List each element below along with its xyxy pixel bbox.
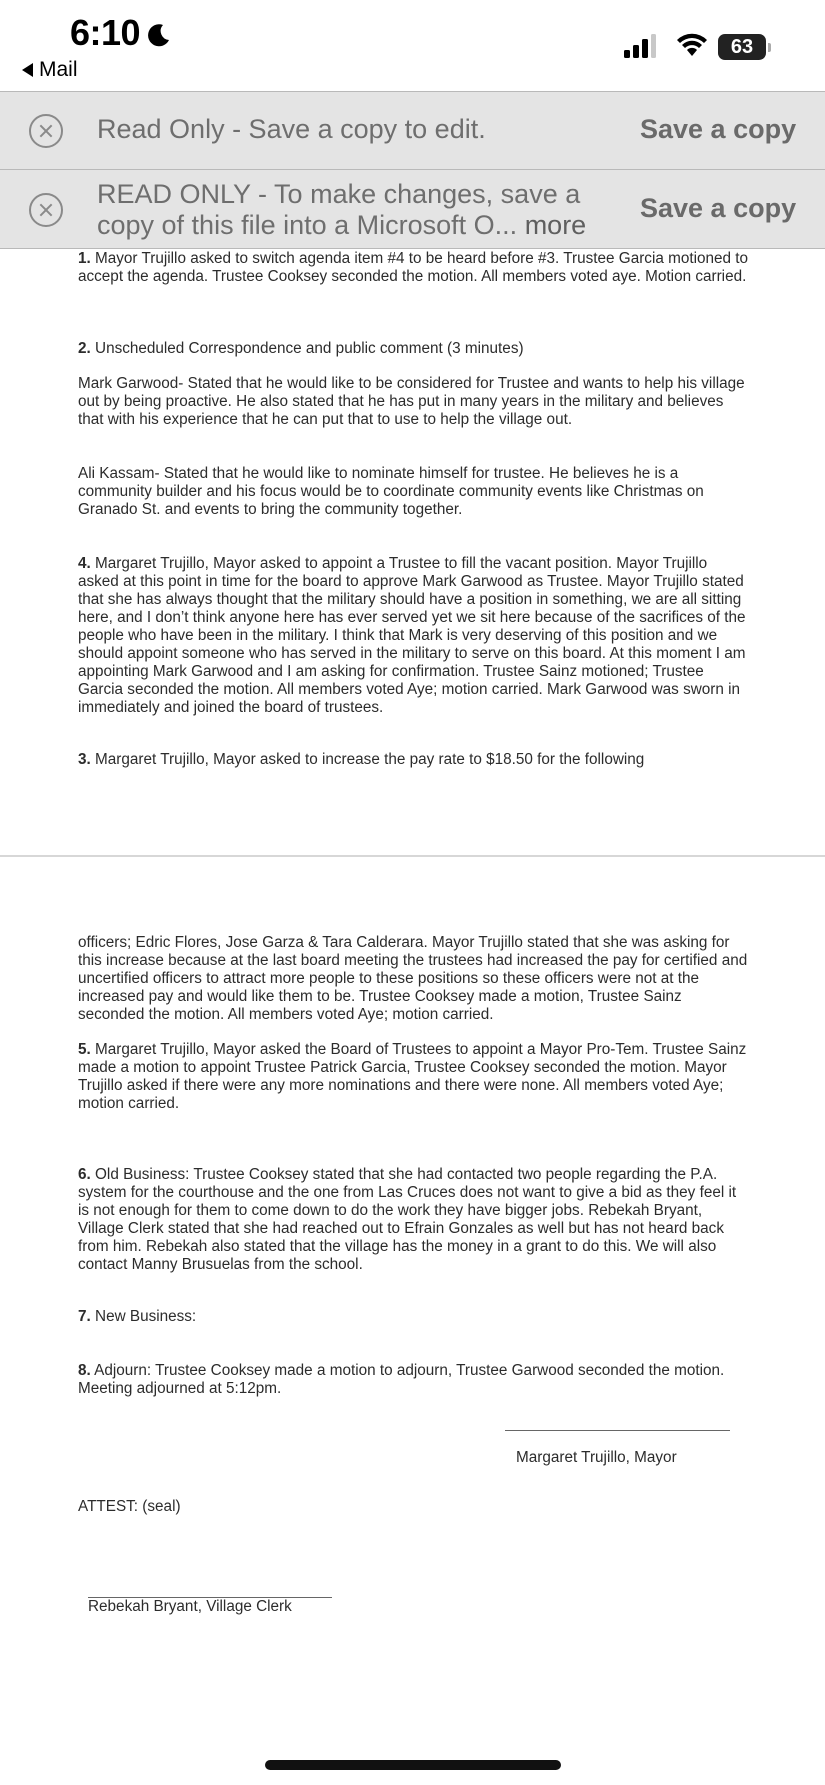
status-time: 6:10: [70, 12, 141, 53]
agenda-item-3: [78, 751, 750, 769]
item-number: 5.: [78, 1041, 91, 1058]
battery-level: 63: [718, 34, 766, 60]
banner-message-text: READ ONLY - To make changes, save a copy of this file into a Microsoft O...: [97, 179, 581, 240]
public-comment-garwood: Mark Garwood- Stated that he would like to be considered for Trustee and wants to help his village out by being proactive. He also stated that he has put in many years in the military and believes that with his experience that he can put that to use to help the village out.: [78, 375, 745, 428]
agenda-item-3-continued: officers; Edric Flores, Jose Garza & Tara Calderara. Mayor Trujillo stated that she was asking for this increase because at the last board meeting the trustees had increased the pay for certified and uncertified officers to attract more people to these positions so these officers were not at the increased pay and would like them to be. Trustee Cooksey made a motion, Trustee Sainz seconded the motion. All members voted Aye; motion carried.: [78, 934, 748, 1023]
more-link[interactable]: more: [524, 210, 587, 240]
item-text: Margaret Trujillo, Mayor asked to appoint a Trustee to fill the vacant position. Mayor Trujillo asked at this point in time for the board to approve Mark Garwood as Trustee. Mayor Trujillo stated that she has always thought that the military should have a position in something, we are all sitting here, and I don’t think anyone here has ever served yet we sit here because of the sacrifices of the people who have been in the military. I think that Mark is very deserving of this position and we should appoint someone who has served in the military to serve on this board. At this moment I am appointing Mark Garwood and I am asking for confirmation. Trustee Sainz motioned; Trustee Garcia seconded the motion. All members voted Aye; motion carried. Mark Garwood was sworn in immediately and joined the board of trustees.: [78, 555, 746, 716]
mayor-signature-line: [505, 1430, 730, 1431]
public-comment-kassam: Ali Kassam- Stated that he would like to nominate himself for trustee. He believes he is a community builder and his focus would be to coordinate community events like Christmas on Granado St. and events to bring the community together.: [78, 465, 704, 518]
item-number: 7.: [78, 1308, 91, 1325]
item-number: 4.: [78, 555, 91, 572]
item-number: 2.: [78, 340, 91, 357]
mayor-signature-name: Margaret Trujillo, Mayor: [516, 1449, 677, 1466]
agenda-item-7: [78, 1308, 750, 1326]
item-number: 6.: [78, 1166, 91, 1183]
attest-label: ATTEST: (seal): [78, 1498, 181, 1515]
clerk-signature-name: Rebekah Bryant, Village Clerk: [88, 1598, 292, 1615]
agenda-item-5: [78, 1041, 750, 1113]
agenda-item-1: [78, 250, 750, 286]
item-text: Margaret Trujillo, Mayor asked to increase the pay rate to $18.50 for the following: [95, 751, 645, 768]
item-text: Mayor Trujillo asked to switch agenda item #4 to be heard before #3. Trustee Garcia motioned to accept the agenda. Trustee Cooksey seconded the motion. All members voted aye. Motion carried.: [78, 250, 749, 285]
item-text: Unscheduled Correspondence and public comment (3 minutes): [95, 340, 524, 357]
item-number: 3.: [78, 751, 91, 768]
save-copy-button[interactable]: Save a copy: [640, 114, 797, 144]
back-link-label: Mail: [39, 58, 78, 81]
save-copy-button[interactable]: Save a copy: [640, 193, 797, 223]
page-break: [0, 855, 825, 857]
agenda-item-6: [78, 1166, 750, 1274]
agenda-item-2: [78, 340, 750, 358]
agenda-item-8: [78, 1362, 750, 1398]
home-indicator[interactable]: [265, 1760, 561, 1770]
read-only-message: Read Only - Save a copy to edit.: [97, 114, 486, 144]
item-number: 8.: [78, 1362, 91, 1379]
agenda-item-4: [78, 555, 750, 717]
item-text: New Business:: [95, 1308, 197, 1325]
item-number: 1.: [78, 250, 91, 267]
item-text: Margaret Trujillo, Mayor asked the Board of Trustees to appoint a Mayor Pro-Tem. Trustee Sainz made a motion to appoint Trustee Patrick Garcia, Trustee Cooksey seconded the motion. Mayor Trujillo asked if there were any more nominations and there were none. All members voted Aye; motion carried.: [78, 1041, 747, 1112]
item-text: Adjourn: Trustee Cooksey made a motion to adjourn, Trustee Garwood seconded the motion. Meeting adjourned at 5:12pm.: [78, 1362, 725, 1397]
item-text: Old Business: Trustee Cooksey stated that she had contacted two people regarding the P.A. system for the courthouse and the one from Las Cruces does not want to give a bid as they feel it is not enough for them to come down to do the work they have bigger jobs. Rebekah Bryant, Village Clerk stated that she had reached out to Efrain Gonzales as well but has not heard back from him. Rebekah also stated that the village has the money in a grant to do this. We will also contact Manny Brusuelas from the school.: [78, 1166, 737, 1273]
